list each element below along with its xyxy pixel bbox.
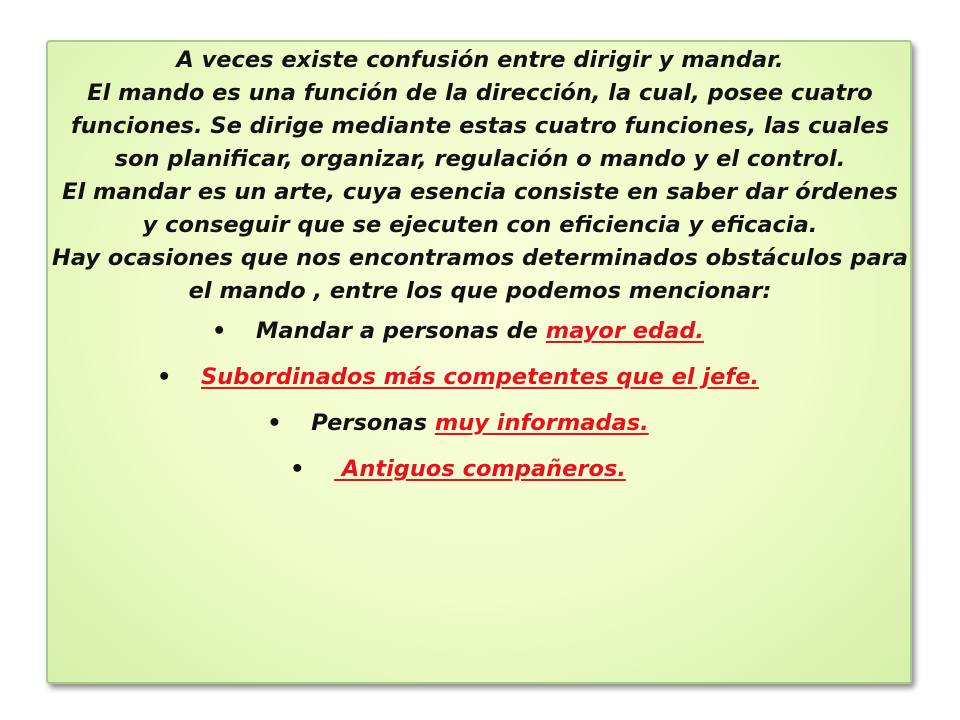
- bullet-icon: •: [290, 456, 305, 482]
- obstacle-list: [52, 308, 908, 492]
- list-item: [52, 354, 908, 400]
- bullet-icon: •: [156, 364, 172, 390]
- paragraph-mandar: El mandar es un arte, cuya esencia consiste en saber dar órdenes y conseguir que se ejecuten con eficiencia y eficacia.: [62, 179, 898, 238]
- paragraph-intro: A veces existe confusión entre dirigir y mandar.: [176, 47, 784, 73]
- list-item-highlight: mayor edad.: [545, 318, 704, 344]
- paragraph-mando: El mando es una función de la dirección, la cual, posee cuatro funciones. Se dirige mediante estas cuatro funciones, las cuales son planificar, organizar, regulación o mando y el control.: [71, 80, 889, 172]
- list-item: [52, 308, 908, 354]
- list-item: [52, 446, 908, 492]
- list-item-text: Personas: [311, 410, 435, 436]
- list-item-highlight: muy informadas.: [434, 410, 649, 436]
- slide-text: [52, 44, 908, 492]
- list-item-highlight: Subordinados más competentes que el jefe.: [200, 364, 760, 390]
- bullet-icon: •: [212, 318, 227, 344]
- list-item-text: Mandar a personas de: [256, 318, 546, 344]
- list-item-highlight: Antiguos compañeros.: [334, 456, 626, 482]
- paragraph-obstaculos: Hay ocasiones que nos encontramos determinados obstáculos para el mando , entre los que podemos mencionar:: [52, 245, 908, 304]
- bullet-icon: •: [267, 410, 282, 436]
- list-item: [52, 400, 908, 446]
